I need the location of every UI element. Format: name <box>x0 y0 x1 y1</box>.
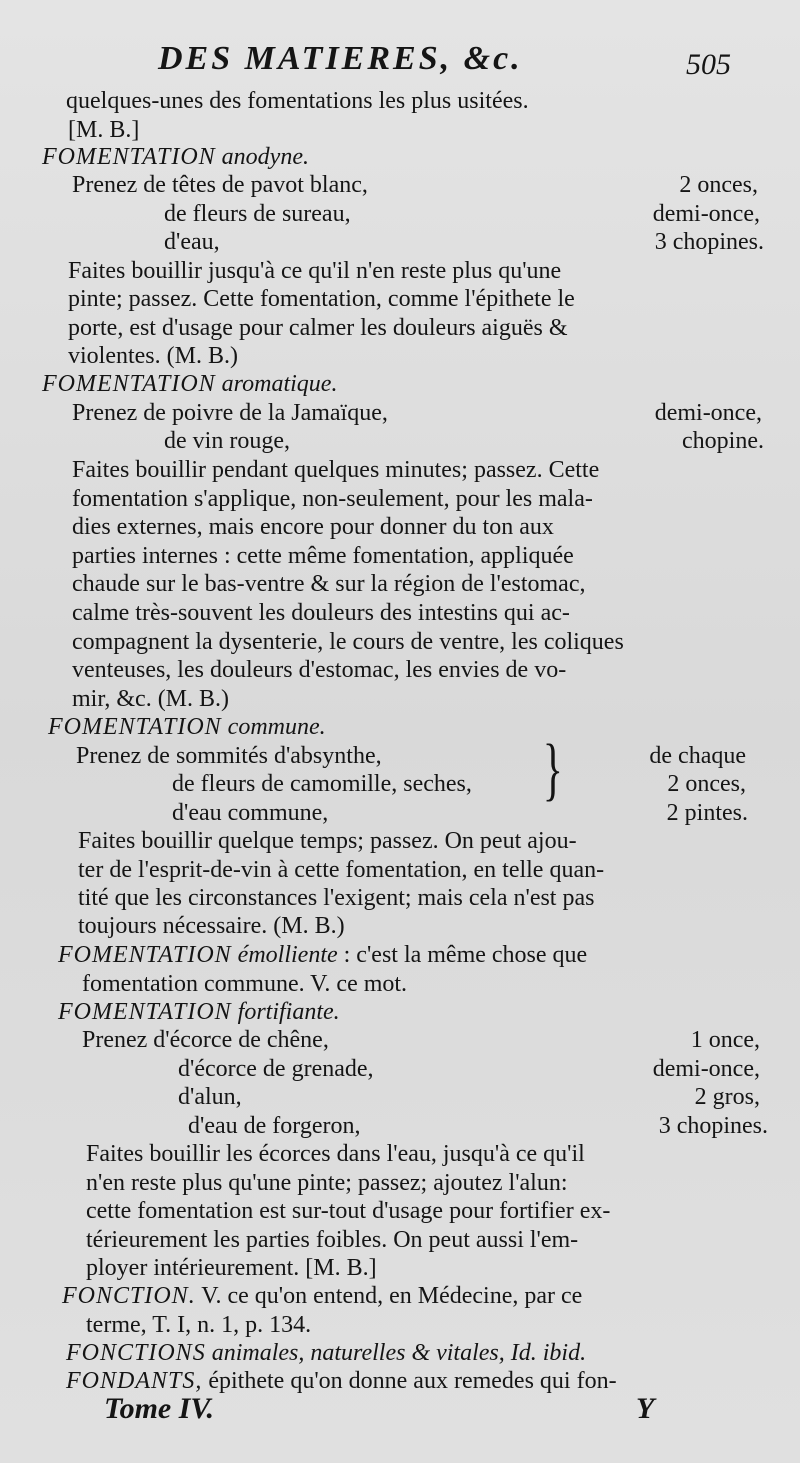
quantity: 2 onces, <box>667 771 746 797</box>
ingredient-line: Prenez d'écorce de chêne, <box>82 1027 329 1053</box>
quantity: 2 onces, <box>679 172 758 198</box>
entry-term: FOMENTATION <box>58 942 232 968</box>
text-line: ployer intérieurement. [M. B.] <box>86 1255 377 1281</box>
page-number: 505 <box>686 48 731 81</box>
entry-qualifier: émolliente <box>237 942 338 968</box>
entry-text: V. ce qu'on entend, en Médecine, par ce <box>201 1283 583 1309</box>
ingredient-line: de fleurs de sureau, <box>164 201 351 227</box>
text-line: tité que les circonstances l'exigent; mais cela n'est pas <box>78 885 595 911</box>
quantity: demi-once, <box>652 1056 760 1082</box>
quantity: 1 once, <box>690 1027 760 1053</box>
text-line: térieurement les parties foibles. On peut aussi l'em- <box>86 1227 579 1253</box>
entry-heading <box>62 1281 582 1311</box>
text-line: parties internes : cette même fomentation, appliquée <box>72 543 574 569</box>
text-line: chaude sur le bas-ventre & sur la région de l'estomac, <box>72 571 586 597</box>
entry-term: FONDANTS, <box>66 1368 203 1394</box>
quantity: de chaque <box>649 743 746 769</box>
quantity: 3 chopines. <box>654 229 764 255</box>
ingredient-line: d'écorce de grenade, <box>178 1056 374 1082</box>
entry-text: animales, naturelles & vitales, Id. ibid. <box>211 1340 587 1366</box>
text-line: compagnent la dysenterie, le cours de ventre, les coliques <box>72 629 624 655</box>
entry-text: : c'est la même chose que <box>343 942 588 968</box>
running-header: DES MATIERES, &c. <box>158 40 523 77</box>
entry-heading <box>42 369 337 399</box>
text-line: violentes. (M. B.) <box>68 343 238 369</box>
text-line: pinte; passez. Cette fomentation, comme l'épithete le <box>68 286 575 312</box>
entry-qualifier: anodyne. <box>221 144 309 170</box>
ingredient-line: Prenez de poivre de la Jamaïque, <box>72 400 388 426</box>
ingredient-line: Prenez de têtes de pavot blanc, <box>72 172 368 198</box>
text-line: porte, est d'usage pour calmer les douleurs aiguës & <box>68 315 568 341</box>
quantity: demi-once, <box>654 400 762 426</box>
entry-text: épithete qu'on donne aux remedes qui fon- <box>208 1368 617 1394</box>
entry-heading <box>42 142 309 172</box>
quantity: chopine. <box>682 428 764 454</box>
text-line: toujours nécessaire. (M. B.) <box>78 913 345 939</box>
text-line: [M. B.] <box>68 117 140 143</box>
text-line: calme très-souvent les douleurs des intestins qui ac- <box>72 600 570 626</box>
text-line: Faites bouillir les écorces dans l'eau, jusqu'à ce qu'il <box>86 1141 585 1167</box>
ingredient-line: d'alun, <box>178 1084 242 1110</box>
entry-heading <box>48 712 326 742</box>
quantity: 3 chopines. <box>658 1113 768 1139</box>
entry-qualifier: commune. <box>227 714 326 740</box>
text-line: Faites bouillir pendant quelques minutes; passez. Cette <box>72 457 600 483</box>
text-line: ter de l'esprit-de-vin à cette fomentation, en telle quan- <box>78 857 605 883</box>
entry-term: FOMENTATION <box>42 144 216 170</box>
quantity: demi-once, <box>652 201 760 227</box>
quantity: 2 pintes. <box>666 800 748 826</box>
ingredient-line: Prenez de sommités d'absynthe, <box>76 743 382 769</box>
text-line: quelques-unes des fomentations les plus usitées. <box>66 88 529 114</box>
text-line: cette fomentation est sur-tout d'usage pour fortifier ex- <box>86 1198 611 1224</box>
text-line: Faites bouillir quelque temps; passez. On peut ajou- <box>78 828 577 854</box>
text-line: terme, T. I, n. 1, p. 134. <box>86 1312 312 1338</box>
text-line: fomentation s'applique, non-seulement, pour les mala- <box>72 486 593 512</box>
quantity: 2 gros, <box>694 1084 760 1110</box>
ingredient-line: d'eau commune, <box>172 800 329 826</box>
ingredient-line: de vin rouge, <box>164 428 290 454</box>
entry-heading <box>58 940 587 970</box>
entry-heading <box>66 1338 586 1368</box>
entry-qualifier: fortifiante. <box>237 999 340 1025</box>
text-line: fomentation commune. V. ce mot. <box>82 971 408 997</box>
text-line: Faites bouillir jusqu'à ce qu'il n'en reste plus qu'une <box>68 258 562 284</box>
text-line: n'en reste plus qu'une pinte; passez; ajoutez l'alun: <box>86 1170 568 1196</box>
volume-label: Tome IV. <box>104 1392 215 1425</box>
brace-glyph: } <box>542 731 563 808</box>
ingredient-line: d'eau, <box>164 229 220 255</box>
text-line: dies externes, mais encore pour donner du ton aux <box>72 514 554 540</box>
entry-term: FONCTION. <box>62 1283 196 1309</box>
signature-mark: Y <box>636 1392 655 1425</box>
text-line: mir, &c. (M. B.) <box>72 686 230 712</box>
ingredient-line: d'eau de forgeron, <box>188 1113 361 1139</box>
ingredient-line: de fleurs de camomille, seches, <box>172 771 472 797</box>
entry-term: FOMENTATION <box>48 714 222 740</box>
entry-heading <box>58 997 340 1027</box>
text-line: venteuses, les douleurs d'estomac, les envies de vo- <box>72 657 567 683</box>
entry-qualifier: aromatique. <box>221 371 338 397</box>
entry-term: FOMENTATION <box>42 371 216 397</box>
entry-term: FONCTIONS <box>66 1340 206 1366</box>
entry-term: FOMENTATION <box>58 999 232 1025</box>
